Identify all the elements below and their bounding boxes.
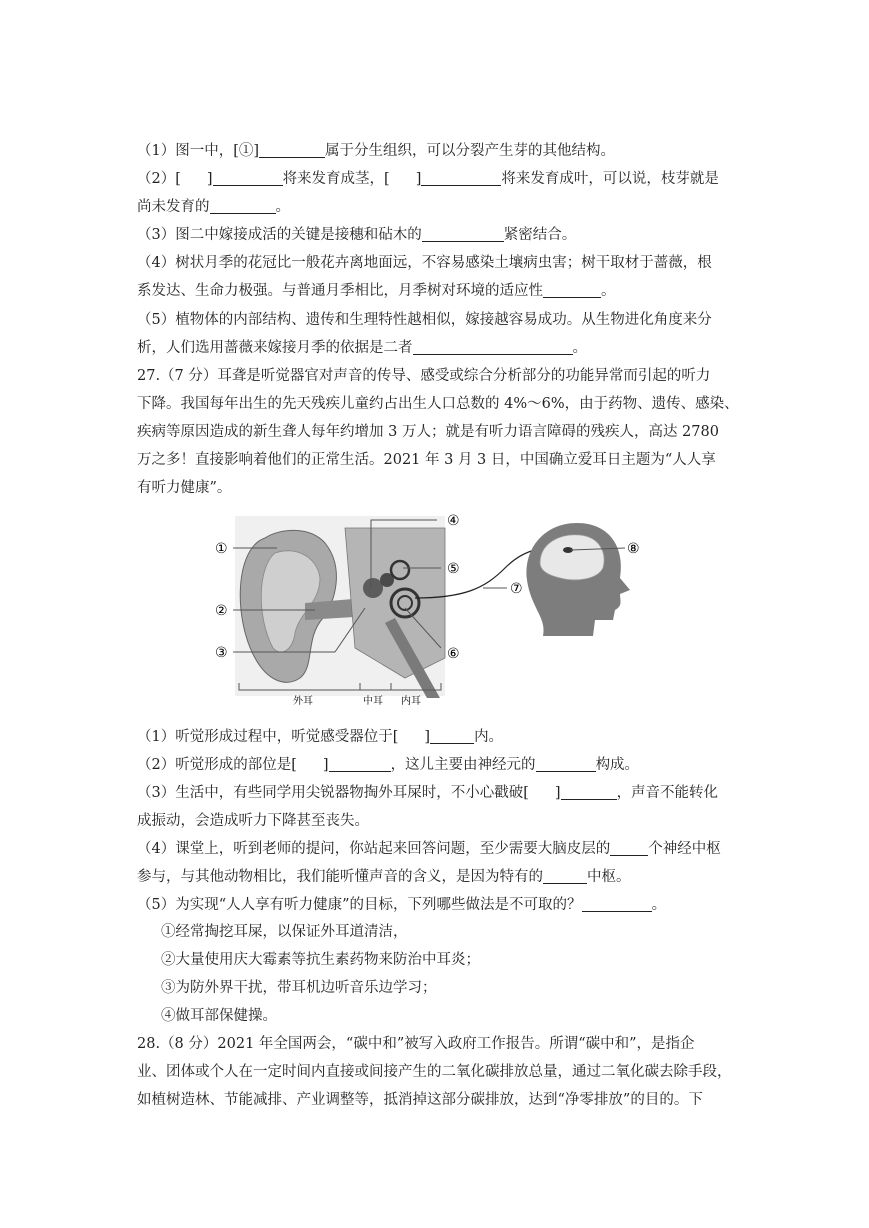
answer-blank[interactable] — [543, 281, 601, 298]
answer-blank[interactable] — [582, 895, 652, 912]
q27-s3-line2: 成振动，会造成听力下降甚至丧失。 — [137, 813, 369, 829]
answer-blank[interactable] — [422, 225, 504, 242]
label-1: ① — [215, 541, 228, 557]
q26-s1: （1）图一中，[①] 属于分生组织，可以分裂产生芽的其他结构。 — [137, 143, 616, 159]
answer-blank[interactable] — [543, 867, 587, 884]
label-3: ③ — [215, 645, 228, 661]
ear-anatomy-figure — [205, 508, 675, 708]
label-2: ② — [215, 603, 228, 619]
answer-blank[interactable] — [610, 839, 648, 856]
region-middle-ear: 中耳 — [363, 696, 383, 707]
q27-stem-line2: 下降。我国每年出生的先天残疾儿童约占出生人口总数的 4%～6%，由于药物、遗传、感染、 — [137, 396, 739, 412]
q27-option-2: ②大量使用庆大霉素等抗生素药物来防治中耳炎； — [161, 952, 480, 968]
q27-s5: （5）为实现“人人享有听力健康”的目标，下列哪些做法是不可取的？ 。 — [137, 897, 667, 913]
answer-blank[interactable] — [210, 197, 276, 214]
q26-s2-line2: 尚未发育的 。 — [137, 199, 290, 215]
answer-blank[interactable] — [259, 141, 325, 158]
q27-option-3: ③为防外界干扰，带耳机边听音乐边学习； — [161, 980, 437, 996]
q27-s3: （3）生活中，有些同学用尖锐器物掏外耳屎时，不小心戳破[ ] ，声音不能转化 — [137, 785, 719, 801]
ossicles-shape — [363, 578, 383, 598]
q26-s5-line1: （5）植物体的内部结构、遗传和生理特性越相似，嫁接越容易成功。从生物进化角度来分 — [137, 312, 712, 328]
q27-stem-line1: 27.（7 分）耳聋是听觉器官对声音的传导、感受或综合分析部分的功能异常而引起的听力 — [137, 368, 711, 384]
q27-option-4: ④做耳部保健操。 — [161, 1008, 277, 1024]
answer-blank[interactable] — [430, 727, 474, 744]
label-7: ⑦ — [510, 581, 523, 597]
answer-blank[interactable] — [421, 169, 501, 186]
answer-blank[interactable] — [536, 755, 596, 772]
q26-s3: （3）图二中嫁接成活的关键是接穗和砧木的 紧密结合。 — [137, 227, 577, 243]
q27-s4-line2: 参与，与其他动物相比，我们能听懂声音的含义，是因为特有的 中枢。 — [137, 869, 631, 885]
label-8: ⑧ — [627, 541, 640, 557]
answer-blank[interactable] — [329, 755, 391, 772]
q27-stem-line3: 疾病等原因造成的新生聋人每年约增加 3 万人；就是有听力语言障碍的残疾人，高达 2780 — [137, 424, 719, 440]
region-inner-ear: 内耳 — [401, 696, 421, 707]
answer-blank[interactable] — [213, 169, 283, 186]
q27-s1: （1）听觉形成过程中，听觉感受器位于[ ] 内。 — [137, 729, 504, 745]
answer-blank[interactable] — [561, 783, 617, 800]
label-5: ⑤ — [447, 561, 460, 577]
label-4: ④ — [447, 513, 460, 529]
q27-stem-line5: 有听力健康”。 — [137, 480, 232, 496]
q26-s5-line2: 析，人们选用蔷薇来嫁接月季的依据是二者 。 — [137, 340, 587, 356]
q27-s2: （2）听觉形成的部位是[ ] ，这儿主要由神经元的 构成。 — [137, 757, 640, 773]
answer-blank[interactable] — [413, 338, 573, 355]
q28-stem-line3: 如植树造林、节能减排、产业调整等，抵消掉这部分碳排放，达到“净零排放”的目的。下 — [137, 1092, 703, 1108]
q26-s4-line2: 系发达、生命力极强。与普通月季相比，月季树对环境的适应性 。 — [137, 283, 616, 299]
q27-stem-line4: 万之多！直接影响着他们的正常生活。2021 年 3 月 3 日，中国确立爱耳日主题为“人人享 — [137, 452, 716, 468]
q28-stem-line2: 业、团体或个人在一定时间内直接或间接产生的二氧化碳排放总量，通过二氧化碳去除手段， — [137, 1064, 732, 1080]
region-outer-ear: 外耳 — [293, 696, 313, 707]
q26-s2: （2）[ ] 将来发育成茎，[ ] 将来发育成叶，可以说，枝芽就是 — [137, 171, 719, 187]
q28-stem-line1: 28.（8 分）2021 年全国两会，“碳中和”被写入政府工作报告。所谓“碳中和”，是指企 — [137, 1036, 695, 1052]
q26-s4-line1: （4）树状月季的花冠比一般花卉离地面远，不容易感染土壤病虫害；树干取材于蔷薇，根 — [137, 255, 712, 271]
label-6: ⑥ — [447, 646, 460, 662]
q27-option-1: ①经常掏挖耳屎，以保证外耳道清洁， — [161, 924, 408, 940]
q27-s4: （4）课堂上，听到老师的提问，你站起来回答问题，至少需要大脑皮层的 个神经中枢 — [137, 841, 721, 857]
